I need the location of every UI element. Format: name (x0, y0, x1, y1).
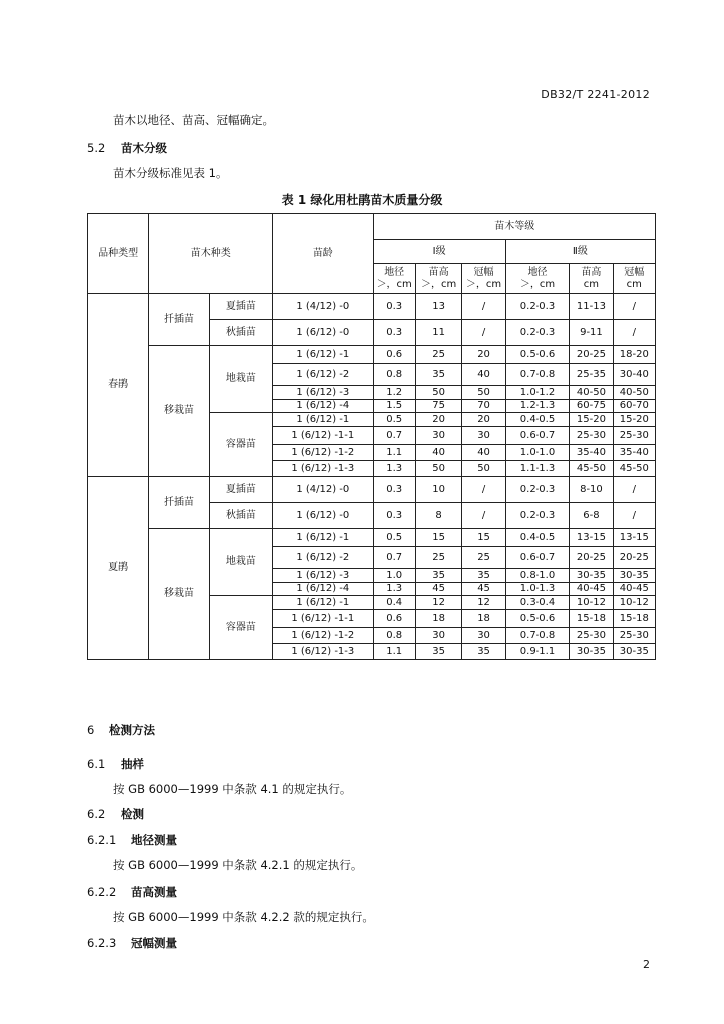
cell-diameter-1: 0.3 (373, 477, 415, 503)
cell-diameter-1: 0.8 (373, 628, 415, 644)
cell-height-2: 35-40 (570, 445, 613, 461)
cell-crown-1: 20 (462, 413, 505, 427)
cell-height-2: 60-75 (570, 400, 613, 413)
cell-height-2: 6-8 (570, 503, 613, 529)
cell-age: 1 (4/12) -0 (273, 477, 373, 503)
cell-height-1: 35 (415, 364, 462, 386)
cell-age: 1 (6/12) -3 (273, 569, 373, 583)
cell-height-1: 8 (415, 503, 462, 529)
subtype-ground: 地栽苗 (209, 529, 272, 596)
subtype-autumn-cutting: 秋插苗 (209, 320, 272, 346)
cell-diameter-1: 0.7 (373, 427, 415, 445)
cell-height-2: 25-30 (570, 628, 613, 644)
header-height-2: 苗高 cm (570, 264, 613, 294)
section-number: 6.2 (87, 807, 106, 821)
table-body (88, 214, 656, 660)
cell-diameter-2: 0.9-1.1 (505, 644, 570, 660)
cell-diameter-1: 0.7 (373, 547, 415, 569)
cell-crown-1: 25 (462, 547, 505, 569)
cell-crown-1: / (462, 320, 505, 346)
section-6-2-2-text: 按 GB 6000—1999 中条款 4.2.2 款的规定执行。 (113, 910, 374, 924)
header-grade-1: Ⅰ级 (373, 240, 505, 264)
cell-diameter-2: 0.6-0.7 (505, 427, 570, 445)
cell-crown-1: 70 (462, 400, 505, 413)
cell-height-1: 75 (415, 400, 462, 413)
cell-crown-1: 30 (462, 427, 505, 445)
cell-height-2: 11-13 (570, 294, 613, 320)
cell-height-2: 40-45 (570, 583, 613, 596)
cell-crown-2: 18-20 (613, 346, 655, 364)
cell-age: 1 (6/12) -1-2 (273, 628, 373, 644)
header-grade-2: Ⅱ级 (505, 240, 655, 264)
cell-crown-1: / (462, 503, 505, 529)
cell-crown-1: 20 (462, 346, 505, 364)
subtype-autumn-cutting: 秋插苗 (209, 503, 272, 529)
cell-height-2: 25-35 (570, 364, 613, 386)
cell-crown-2: 20-25 (613, 547, 655, 569)
page-number: 2 (643, 958, 650, 971)
grading-table (87, 213, 656, 660)
cell-diameter-2: 0.6-0.7 (505, 547, 570, 569)
cell-height-2: 20-25 (570, 547, 613, 569)
cell-height-1: 40 (415, 445, 462, 461)
cell-height-2: 15-20 (570, 413, 613, 427)
cell-age: 1 (6/12) -0 (273, 503, 373, 529)
section-5-2-heading (87, 140, 167, 156)
cell-crown-1: 15 (462, 529, 505, 547)
cell-height-2: 30-35 (570, 644, 613, 660)
cell-age: 1 (6/12) -0 (273, 320, 373, 346)
cell-height-2: 45-50 (570, 461, 613, 477)
cell-crown-2: 60-70 (613, 400, 655, 413)
cell-age: 1 (6/12) -1-1 (273, 610, 373, 628)
header-diameter-2: 地径 ＞，cm (505, 264, 570, 294)
cell-diameter-2: 1.2-1.3 (505, 400, 570, 413)
cell-crown-1: 50 (462, 461, 505, 477)
cell-crown-2: / (613, 320, 655, 346)
cell-diameter-1: 1.0 (373, 569, 415, 583)
cell-diameter-1: 0.6 (373, 346, 415, 364)
cell-height-1: 50 (415, 461, 462, 477)
cell-height-1: 11 (415, 320, 462, 346)
section-title: 苗木分级 (121, 141, 167, 155)
cell-diameter-2: 0.2-0.3 (505, 503, 570, 529)
header-kind: 苗木种类 (149, 214, 273, 294)
cell-diameter-1: 1.2 (373, 386, 415, 400)
cell-diameter-2: 1.0-1.3 (505, 583, 570, 596)
section-6-heading (87, 722, 155, 738)
cell-diameter-2: 0.7-0.8 (505, 364, 570, 386)
cell-crown-1: 12 (462, 596, 505, 610)
section-title: 苗高测量 (131, 885, 177, 899)
cell-crown-1: 35 (462, 569, 505, 583)
cell-age: 1 (6/12) -1 (273, 596, 373, 610)
cell-height-1: 45 (415, 583, 462, 596)
subtype-summer-cutting: 夏插苗 (209, 294, 272, 320)
cell-height-2: 20-25 (570, 346, 613, 364)
cell-diameter-1: 0.4 (373, 596, 415, 610)
cell-crown-1: / (462, 477, 505, 503)
section-6-2-1-text: 按 GB 6000—1999 中条款 4.2.1 的规定执行。 (113, 858, 363, 872)
cell-diameter-1: 1.1 (373, 644, 415, 660)
cell-diameter-1: 0.3 (373, 320, 415, 346)
cell-crown-2: 35-40 (613, 445, 655, 461)
kind-cutting: 扦插苗 (149, 477, 209, 529)
cell-diameter-2: 1.0-1.0 (505, 445, 570, 461)
cell-height-1: 18 (415, 610, 462, 628)
cell-diameter-2: 0.5-0.6 (505, 610, 570, 628)
cell-crown-2: / (613, 503, 655, 529)
cell-diameter-2: 0.3-0.4 (505, 596, 570, 610)
cell-diameter-2: 0.5-0.6 (505, 346, 570, 364)
cell-height-2: 40-50 (570, 386, 613, 400)
cell-crown-1: 50 (462, 386, 505, 400)
cell-crown-1: 30 (462, 628, 505, 644)
cell-age: 1 (6/12) -2 (273, 364, 373, 386)
cell-crown-1: / (462, 294, 505, 320)
section-number: 5.2 (87, 141, 106, 155)
cell-crown-2: 15-20 (613, 413, 655, 427)
cell-height-1: 30 (415, 427, 462, 445)
section-5-2-text: 苗木分级标准见表 1。 (113, 166, 228, 180)
section-title: 检测方法 (109, 723, 155, 737)
cell-crown-2: 30-35 (613, 569, 655, 583)
cell-crown-2: 40-45 (613, 583, 655, 596)
cell-diameter-1: 1.1 (373, 445, 415, 461)
cell-height-1: 13 (415, 294, 462, 320)
cell-age: 1 (6/12) -3 (273, 386, 373, 400)
cell-crown-2: 10-12 (613, 596, 655, 610)
cell-height-1: 50 (415, 386, 462, 400)
cell-height-2: 30-35 (570, 569, 613, 583)
cell-diameter-2: 0.7-0.8 (505, 628, 570, 644)
cell-diameter-2: 0.2-0.3 (505, 294, 570, 320)
cell-diameter-1: 0.5 (373, 529, 415, 547)
cell-crown-1: 35 (462, 644, 505, 660)
cell-diameter-2: 1.1-1.3 (505, 461, 570, 477)
cell-crown-2: 45-50 (613, 461, 655, 477)
section-title: 地径测量 (131, 833, 177, 847)
header-crown-2: 冠幅 cm (613, 264, 655, 294)
table-row (88, 346, 656, 364)
cell-diameter-2: 0.4-0.5 (505, 529, 570, 547)
cell-age: 1 (6/12) -1 (273, 346, 373, 364)
cell-diameter-1: 0.3 (373, 503, 415, 529)
section-number: 6.2.1 (87, 833, 117, 847)
section-title: 检测 (121, 807, 144, 821)
cell-crown-1: 40 (462, 445, 505, 461)
cell-height-2: 9-11 (570, 320, 613, 346)
table-caption: 表 1 绿化用杜鹃苗木质量分级 (281, 193, 443, 207)
section-6-2-heading (87, 806, 144, 822)
section-6-2-3-heading (87, 935, 177, 951)
cell-age: 1 (4/12) -0 (273, 294, 373, 320)
cell-height-1: 25 (415, 346, 462, 364)
header-height-1: 苗高 ＞，cm (415, 264, 462, 294)
cell-diameter-1: 0.5 (373, 413, 415, 427)
cell-age: 1 (6/12) -1 (273, 413, 373, 427)
cell-diameter-1: 1.3 (373, 583, 415, 596)
section-6-2-2-heading (87, 884, 177, 900)
table-row (88, 529, 656, 547)
variety-summer: 夏鹃 (88, 477, 149, 660)
cell-age: 1 (6/12) -4 (273, 583, 373, 596)
subtype-container: 容器苗 (209, 413, 272, 477)
table-row (88, 477, 656, 503)
cell-height-2: 8-10 (570, 477, 613, 503)
subtype-summer-cutting: 夏插苗 (209, 477, 272, 503)
cell-crown-2: 25-30 (613, 628, 655, 644)
cell-age: 1 (6/12) -4 (273, 400, 373, 413)
cell-age: 1 (6/12) -1-2 (273, 445, 373, 461)
cell-diameter-2: 1.0-1.2 (505, 386, 570, 400)
section-title: 冠幅测量 (131, 936, 177, 950)
section-6-1-heading (87, 756, 144, 772)
subtype-ground: 地栽苗 (209, 346, 272, 413)
cell-age: 1 (6/12) -1-3 (273, 461, 373, 477)
cell-crown-1: 45 (462, 583, 505, 596)
document-code: DB32/T 2241-2012 (541, 88, 650, 101)
cell-height-1: 15 (415, 529, 462, 547)
cell-height-2: 15-18 (570, 610, 613, 628)
kind-transplant: 移栽苗 (149, 346, 209, 477)
cell-height-2: 10-12 (570, 596, 613, 610)
cell-crown-2: / (613, 294, 655, 320)
section-number: 6.2.2 (87, 885, 117, 899)
header-crown-1: 冠幅 ＞，cm (462, 264, 505, 294)
cell-height-1: 35 (415, 644, 462, 660)
variety-spring: 春鹃 (88, 294, 149, 477)
section-number: 6.1 (87, 757, 106, 771)
cell-diameter-2: 0.4-0.5 (505, 413, 570, 427)
cell-diameter-2: 0.2-0.3 (505, 477, 570, 503)
cell-age: 1 (6/12) -2 (273, 547, 373, 569)
cell-diameter-1: 0.6 (373, 610, 415, 628)
kind-transplant: 移栽苗 (149, 529, 209, 660)
cell-diameter-1: 0.8 (373, 364, 415, 386)
kind-cutting: 扦插苗 (149, 294, 209, 346)
cell-diameter-1: 1.5 (373, 400, 415, 413)
cell-height-1: 12 (415, 596, 462, 610)
cell-diameter-1: 0.3 (373, 294, 415, 320)
cell-crown-1: 40 (462, 364, 505, 386)
cell-height-1: 20 (415, 413, 462, 427)
cell-diameter-2: 0.2-0.3 (505, 320, 570, 346)
intro-paragraph: 苗木以地径、苗高、冠幅确定。 (113, 113, 274, 127)
subtype-container: 容器苗 (209, 596, 272, 660)
cell-crown-1: 18 (462, 610, 505, 628)
section-title: 抽样 (121, 757, 144, 771)
cell-crown-2: 30-40 (613, 364, 655, 386)
cell-height-2: 25-30 (570, 427, 613, 445)
cell-height-1: 35 (415, 569, 462, 583)
header-grade: 苗木等级 (373, 214, 655, 240)
cell-age: 1 (6/12) -1 (273, 529, 373, 547)
cell-crown-2: 25-30 (613, 427, 655, 445)
cell-diameter-2: 0.8-1.0 (505, 569, 570, 583)
cell-crown-2: 13-15 (613, 529, 655, 547)
header-diameter-1: 地径 ＞，cm (373, 264, 415, 294)
cell-age: 1 (6/12) -1-3 (273, 644, 373, 660)
header-variety: 品种类型 (88, 214, 149, 294)
cell-height-1: 10 (415, 477, 462, 503)
cell-crown-2: / (613, 477, 655, 503)
section-number: 6.2.3 (87, 936, 117, 950)
cell-age: 1 (6/12) -1-1 (273, 427, 373, 445)
cell-height-1: 25 (415, 547, 462, 569)
section-number: 6 (87, 723, 95, 737)
cell-height-2: 13-15 (570, 529, 613, 547)
cell-crown-2: 40-50 (613, 386, 655, 400)
section-6-1-text: 按 GB 6000—1999 中条款 4.1 的规定执行。 (113, 782, 352, 796)
cell-crown-2: 15-18 (613, 610, 655, 628)
header-age: 苗龄 (273, 214, 373, 294)
cell-height-1: 30 (415, 628, 462, 644)
cell-diameter-1: 1.3 (373, 461, 415, 477)
section-6-2-1-heading (87, 832, 177, 848)
cell-crown-2: 30-35 (613, 644, 655, 660)
table-row (88, 294, 656, 320)
